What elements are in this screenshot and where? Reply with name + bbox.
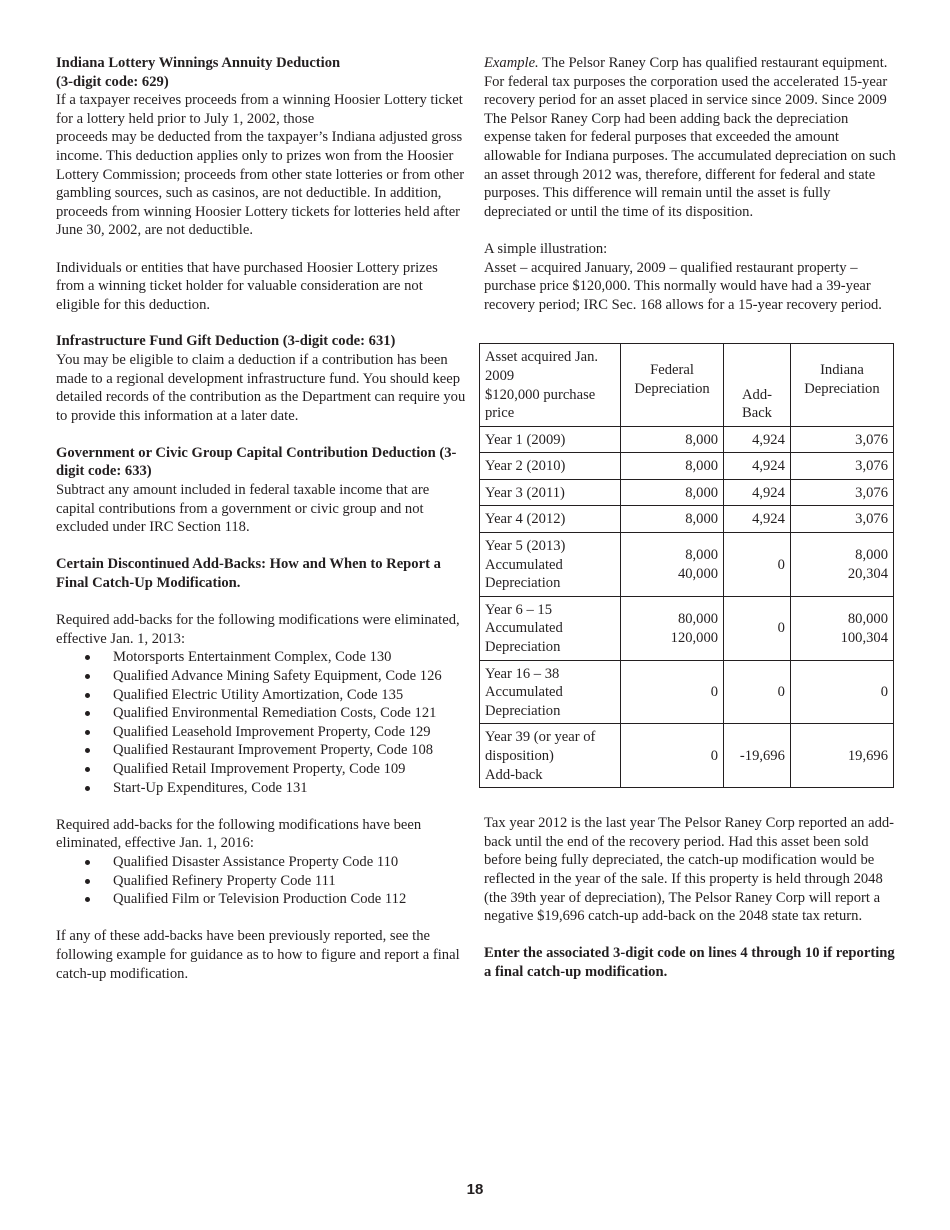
list-item: Qualified Restaurant Improvement Property, Code 108 [113,741,466,760]
table-row [480,479,894,506]
lottery-eligibility-paragraph: Individuals or entities that have purchased Hoosier Lottery prizes from a winning ticket holder for valuable consideration are not eligible for this deduction. [56,259,438,313]
federal-cell: 8,000 [621,453,724,480]
addback-cell: 0 [724,533,791,597]
addback-cell: 4,924 [724,426,791,453]
indiana-cell: 3,076 [790,453,893,480]
lottery-paragraph: If a taxpayer receives proceeds from a winning Hoosier Lottery ticket for a lottery held prior to July 1, 2002, those proceeds may be deducted from the taxpayer’s Indiana adjusted gross income. This deduction applies only to prizes won from the Hoosier Lottery Commission; proceeds from other state lotteries or from other gambling sources, such as casinos, are not deductible. In addition, proceeds from winning Hoosier Lottery tickets for lotteries held after June 30, 2002, are not deductible. [56,92,465,239]
closing-paragraph: If any of these add-backs have been previously reported, see the following example for guidance as to how to figure and report a final catch-up modification. [56,928,460,982]
indiana-cell: 3,076 [790,506,893,533]
addback-cell: -19,696 [724,724,791,788]
row-label: Year 4 (2012) [480,506,621,533]
list-item: Qualified Film or Television Production Code 112 [113,890,466,909]
government-heading: Government or Civic Group Capital Contribution Deduction (3-digit code: 633) [56,444,457,480]
row-label: Year 5 (2013) Accumulated Depreciation [480,533,621,597]
federal-cell: 8,000 40,000 [621,533,724,597]
page-number: 18 [466,1181,484,1198]
lottery-heading: Indiana Lottery Winnings Annuity Deduction (3-digit code: 629) [56,55,341,90]
list-item: Qualified Advance Mining Safety Equipment, Code 126 [113,667,466,686]
list-item: Motorsports Entertainment Complex, Code 130 [113,648,466,667]
header-federal: Federal Depreciation [621,344,724,426]
table-header-row [480,344,894,426]
list-item: Qualified Refinery Property Code 111 [113,872,466,891]
federal-cell: 8,000 [621,426,724,453]
row-label: Year 6 – 15 Accumulated Depreciation [480,596,621,660]
list-2016 [56,853,466,909]
illustration-text: Asset – acquired January, 2009 – qualified restaurant property – purchase price $120,000. This normally would have had a 39-year recovery period; IRC Sec. 168 allows for a 15-year recovery period. [484,259,882,313]
federal-cell: 0 [621,724,724,788]
table-row [480,596,894,660]
depreciation-table [479,343,894,788]
list-item: Qualified Disaster Assistance Property Code 110 [113,853,466,872]
discontinued-heading: Certain Discontinued Add-Backs: How and When to Report a Final Catch-Up Modification. [56,556,441,592]
example-text: The Pelsor Raney Corp has qualified restaurant equipment. For federal tax purposes the corporation used the accelerated 15-year recovery period for an asset placed in service since 2009. Since 2009 The Pelsor Raney Corp had been adding back the depreciation expense taken for federal purposes that exceeded the amount allowable for Indiana purposes. The accumulated depreciation on such an asset through 2012 was, therefore, different for federal and state purposes. This difference will remain until the asset is fully depreciated or until the time of its disposition. [484,55,896,220]
federal-cell: 8,000 [621,506,724,533]
federal-cell: 8,000 [621,479,724,506]
instruction-paragraph: Enter the associated 3-digit code on lines 4 through 10 if reporting a final catch-up modification. [484,945,895,980]
government-paragraph: Subtract any amount included in federal taxable income that are capital contributions from a government or civic group and not excluded under IRC Section 118. [56,482,430,536]
header-indiana: Indiana Depreciation [790,344,893,426]
addback-cell: 0 [724,660,791,724]
list-2013 [56,648,466,797]
row-label: Year 2 (2010) [480,453,621,480]
infrastructure-paragraph: You may be eligible to claim a deduction if a contribution has been made to a regional development infrastructure fund. You should keep detailed records of the contribution as the Department can require you to provide this information at a later date. [56,351,466,424]
indiana-cell: 0 [790,660,893,724]
list-item: Qualified Retail Improvement Property, Code 109 [113,760,466,779]
list-item: Qualified Environmental Remediation Costs, Code 121 [113,704,466,723]
indiana-cell: 19,696 [790,724,893,788]
infrastructure-heading: Infrastructure Fund Gift Deduction (3-digit code: 631) [56,333,396,350]
after-table-paragraph: Tax year 2012 is the last year The Pelsor Raney Corp reported an add-back until the end of the recovery period. Had this asset been sold before being fully depreciated, the catch-up modification would be reflected in the year of the sale. If this property is held through 2048 (the 39th year of depreciation), The Pelsor Raney Corp will report a negative $19,696 catch-up add-back on the 2048 state tax return. [484,815,895,925]
list-item: Qualified Leasehold Improvement Property, Code 129 [113,723,466,742]
right-column [484,54,896,982]
table-row [480,453,894,480]
example-paragraph [484,54,896,221]
table-row [480,724,894,788]
list-item: Start-Up Expenditures, Code 131 [113,779,466,798]
table-row [480,533,894,597]
indiana-cell: 80,000 100,304 [790,596,893,660]
row-label: Year 3 (2011) [480,479,621,506]
row-label: Year 16 – 38 Accumulated Depreciation [480,660,621,724]
table-row [480,660,894,724]
federal-cell: 80,000 120,000 [621,596,724,660]
row-label: Year 39 (or year of disposition) Add-back [480,724,621,788]
addback-cell: 4,924 [724,453,791,480]
header-asset: Asset acquired Jan. 2009 $120,000 purchase price [480,344,621,426]
indiana-cell: 3,076 [790,426,893,453]
list-item: Qualified Electric Utility Amortization, Code 135 [113,686,466,705]
illustration-label: A simple illustration: [484,240,608,257]
intro-2016: Required add-backs for the following modifications have been eliminated, effective Jan. 1, 2016: [56,816,422,852]
row-label: Year 1 (2009) [480,426,621,453]
intro-2013: Required add-backs for the following modifications were eliminated, effective Jan. 1, 2013: [56,612,460,647]
header-addback: Add- Back [724,344,791,426]
addback-cell: 4,924 [724,479,791,506]
table-row [480,506,894,533]
example-label: Example. [484,55,539,71]
addback-cell: 0 [724,596,791,660]
federal-cell: 0 [621,660,724,724]
left-column [56,54,466,983]
indiana-cell: 3,076 [790,479,893,506]
table-row [480,426,894,453]
indiana-cell: 8,000 20,304 [790,533,893,597]
addback-cell: 4,924 [724,506,791,533]
